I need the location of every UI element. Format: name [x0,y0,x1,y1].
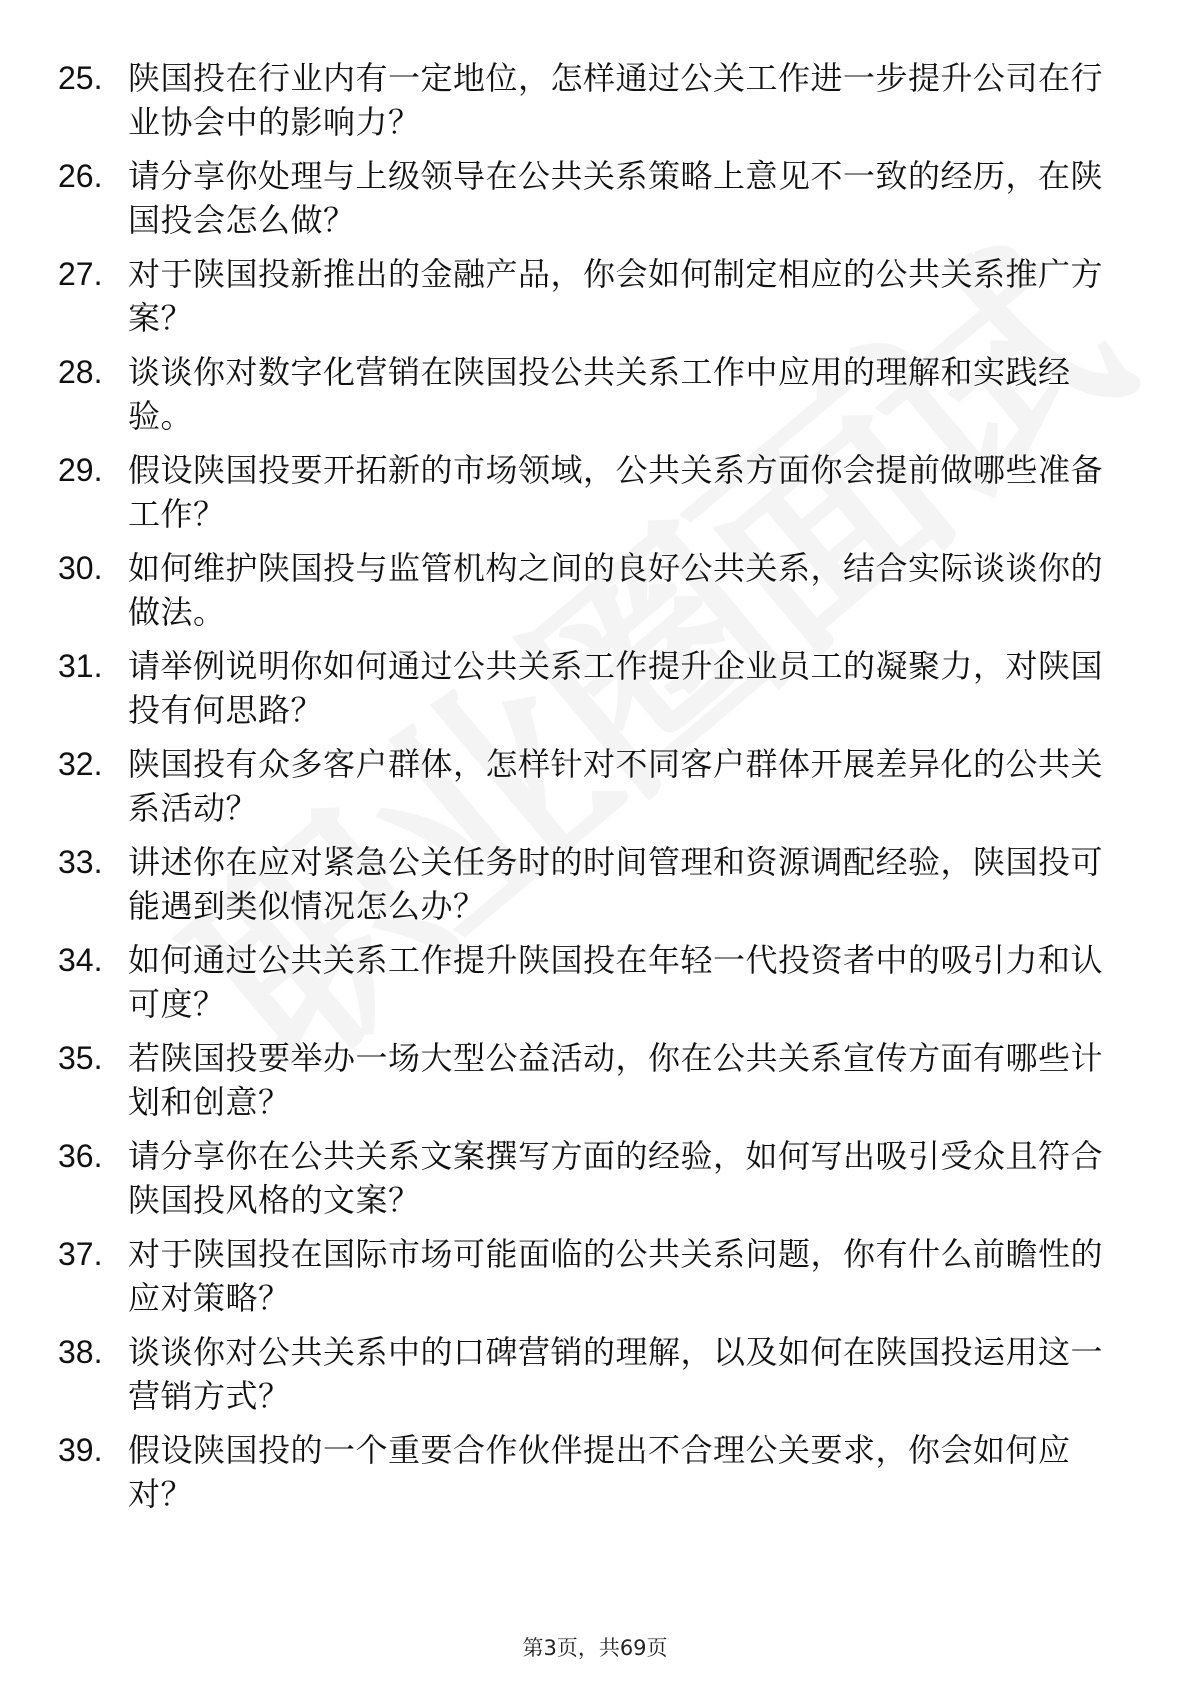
question-item [0,932,1190,1028]
question-text: 陕国投有众多客户群体，怎样针对不同客户群体开展差异化的公共关系活动？ [128,745,1104,827]
question-item [0,1422,1190,1518]
question-item [0,344,1190,440]
question-text: 讲述你在应对紧急公关任务时的时间管理和资源调配经验，陕国投可能遇到类似情况怎么办？ [128,843,1104,925]
question-item [0,1030,1190,1126]
question-text: 假设陕国投的一个重要合作伙伴提出不合理公关要求，你会如何应对？ [128,1431,1071,1513]
question-number: 30. [58,550,103,586]
question-text: 对于陕国投新推出的金融产品，你会如何制定相应的公共关系推广方案？ [128,255,1104,337]
question-number: 33. [58,844,103,880]
question-text: 请举例说明你如何通过公共关系工作提升企业员工的凝聚力，对陕国投有何思路？ [128,647,1104,729]
question-text: 请分享你在公共关系文案撰写方面的经验，如何写出吸引受众且符合陕国投风格的文案？ [128,1137,1104,1219]
question-item [0,736,1190,832]
question-item [0,148,1190,244]
question-number: 34. [58,942,103,978]
question-item [0,638,1190,734]
question-number: 35. [58,1040,103,1076]
question-number: 31. [58,648,103,684]
question-text: 如何通过公共关系工作提升陕国投在年轻一代投资者中的吸引力和认可度？ [128,941,1104,1023]
question-number: 29. [58,452,103,488]
question-number: 27. [58,256,103,292]
page-footer [0,1632,1190,1662]
question-number: 38. [58,1334,103,1370]
question-item [0,442,1190,538]
question-number: 25. [58,60,103,96]
question-item [0,540,1190,636]
question-text: 对于陕国投在国际市场可能面临的公共关系问题，你有什么前瞻性的应对策略？ [128,1235,1104,1317]
question-item [0,1226,1190,1322]
question-number: 28. [58,354,103,390]
question-item [0,834,1190,930]
question-item [0,50,1190,146]
question-item [0,1128,1190,1224]
question-text: 陕国投在行业内有一定地位，怎样通过公关工作进一步提升公司在行业协会中的影响力？ [128,59,1104,141]
question-text: 谈谈你对公共关系中的口碑营销的理解，以及如何在陕国投运用这一营销方式？ [128,1333,1104,1415]
question-item [0,246,1190,342]
page-number-label: 第3页，共69页 [522,1636,668,1660]
question-number: 36. [58,1138,103,1174]
question-text: 谈谈你对数字化营销在陕国投公共关系工作中应用的理解和实践经验。 [128,353,1071,435]
question-item [0,1324,1190,1420]
question-text: 如何维护陕国投与监管机构之间的良好公共关系，结合实际谈谈你的做法。 [128,549,1104,631]
question-number: 32. [58,746,103,782]
question-text: 若陕国投要举办一场大型公益活动，你在公共关系宣传方面有哪些计划和创意？ [128,1039,1104,1121]
question-number: 37. [58,1236,103,1272]
question-number: 26. [58,158,103,194]
question-text: 请分享你处理与上级领导在公共关系策略上意见不一致的经历，在陕国投会怎么做？ [128,157,1104,239]
question-text: 假设陕国投要开拓新的市场领域，公共关系方面你会提前做哪些准备工作？ [128,451,1104,533]
question-list [0,50,1190,1520]
question-number: 39. [58,1432,103,1468]
